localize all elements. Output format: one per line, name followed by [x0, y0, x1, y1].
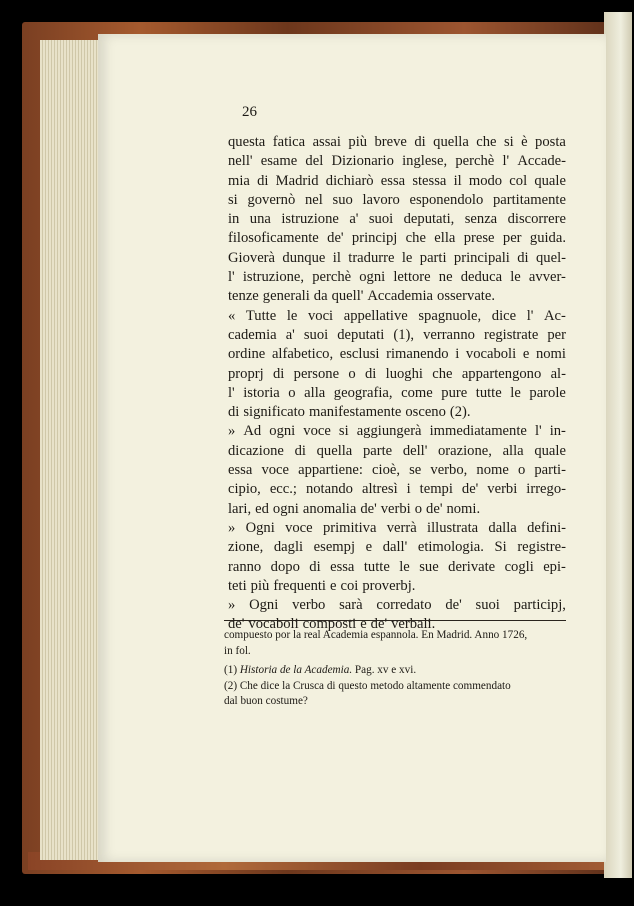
word: e: [365, 539, 373, 556]
word: verbali.: [391, 616, 436, 633]
word: a': [285, 326, 295, 343]
word: parti-: [534, 462, 566, 479]
body-text: [228, 133, 566, 635]
word: persone: [293, 365, 340, 382]
word: governò: [247, 191, 296, 208]
word: alla: [502, 442, 524, 459]
word: dunque: [282, 249, 326, 266]
word: nomi.: [446, 500, 481, 517]
text-line: [228, 268, 566, 287]
word: modo: [468, 172, 503, 189]
word: Si: [494, 539, 507, 556]
word: più: [348, 134, 368, 150]
word: dalla: [488, 519, 517, 536]
word: significato: [243, 404, 305, 421]
word: di: [414, 134, 426, 150]
word: quale: [534, 442, 566, 459]
word: de': [327, 230, 344, 247]
word: discorrere: [507, 211, 566, 228]
word: cademia: [228, 326, 277, 343]
word: quel-: [536, 249, 566, 266]
word: de': [445, 597, 462, 614]
text-line: [228, 596, 566, 615]
word: l': [228, 269, 235, 286]
word: di: [517, 249, 529, 266]
text-line: [228, 384, 566, 403]
footnote-text: (2) Che dice la Crusca di questo metodo altamente commendato: [224, 679, 511, 692]
word: partitamente: [492, 191, 566, 208]
word: quella: [433, 134, 469, 150]
word: le: [399, 558, 410, 575]
word: de': [228, 616, 245, 633]
facing-page-edge: [604, 12, 632, 878]
word: l': [526, 307, 534, 324]
word: quale: [534, 172, 566, 189]
word: deputati: [337, 326, 385, 343]
word: suoi: [368, 211, 394, 228]
text-line: [228, 442, 566, 461]
word: le: [510, 269, 521, 286]
word: dagli: [273, 539, 304, 556]
word: sue: [419, 558, 439, 575]
word: assai: [312, 134, 341, 150]
word: participj,: [513, 597, 566, 614]
word: le: [286, 307, 298, 324]
word: prese: [463, 230, 495, 247]
text-line: [228, 558, 566, 577]
footnote-continuation: [224, 628, 569, 659]
word: parti: [419, 249, 447, 266]
word: principali: [453, 249, 510, 266]
word: esclusi: [339, 346, 380, 363]
word: verbi: [380, 500, 411, 517]
word: quell': [331, 288, 364, 305]
word: suoi: [303, 326, 329, 343]
word: come: [401, 384, 433, 401]
word: «: [228, 307, 236, 324]
word: dichiarò: [325, 172, 374, 189]
word: corredato: [376, 597, 432, 614]
word: suoi: [475, 597, 500, 614]
word: questa: [228, 134, 266, 150]
text-line: [228, 210, 566, 229]
word: proprj: [228, 365, 264, 382]
word: appartiene:: [298, 462, 363, 479]
word: »: [228, 519, 236, 536]
word: vocaboli: [248, 616, 299, 633]
word: generali: [262, 288, 310, 305]
word: al-: [550, 365, 566, 382]
word: lari,: [228, 500, 252, 517]
word: tutte: [475, 384, 502, 401]
word: primitiva: [322, 519, 377, 536]
word: da: [313, 288, 328, 305]
text-line: [228, 519, 566, 538]
word: etimologia.: [417, 539, 484, 556]
word: inglese,: [402, 153, 448, 170]
word: i: [455, 346, 460, 363]
footnote-marker: (1): [224, 664, 238, 677]
word: in: [228, 211, 240, 228]
text-line: [228, 191, 566, 210]
word: nel: [304, 191, 323, 208]
text-line: [228, 133, 566, 152]
word: principj: [351, 230, 398, 247]
word: senza: [464, 211, 498, 228]
word: perchè: [312, 269, 352, 286]
word: ed: [255, 500, 269, 517]
word: avver-: [528, 269, 566, 286]
word: dell': [402, 442, 428, 459]
word: osceno: [405, 404, 446, 421]
word: una: [249, 211, 271, 228]
word: ranno: [228, 558, 262, 575]
word: anomalia: [302, 500, 357, 517]
word: istoria: [243, 384, 280, 401]
word: lettore: [393, 269, 431, 286]
word: e: [330, 577, 337, 594]
word: ella: [434, 230, 456, 247]
word: verrà: [386, 519, 417, 536]
word: guida.: [529, 230, 566, 247]
word: perchè: [455, 153, 495, 170]
word: breve: [374, 134, 407, 150]
word: di: [272, 365, 285, 382]
text-line: [228, 422, 566, 441]
word: de': [461, 481, 479, 498]
word: in-: [549, 423, 566, 440]
word: parte: [362, 442, 393, 459]
word: si: [228, 191, 238, 208]
footnote-continuation-line: in fol.: [224, 644, 251, 657]
word: si: [503, 134, 514, 150]
word: più: [250, 577, 270, 594]
footnote-2: [224, 679, 569, 710]
word: verbi: [487, 481, 518, 498]
word: verranno: [423, 326, 475, 343]
word: di: [364, 365, 377, 382]
word: tradurre: [348, 249, 395, 266]
word: tempi: [419, 481, 453, 498]
word: frequenti: [273, 577, 326, 594]
word: de': [360, 500, 377, 517]
word: de': [426, 500, 443, 517]
word: (2).: [449, 404, 471, 421]
word: rimanendo: [386, 346, 449, 363]
word: o: [348, 365, 356, 382]
word: essa: [380, 172, 406, 189]
word: proverbj.: [362, 577, 416, 594]
word: o: [288, 384, 296, 401]
word: che: [432, 365, 453, 382]
word: cipio,: [228, 481, 261, 498]
word: luoghi: [385, 365, 423, 382]
text-line: [228, 403, 566, 422]
text-line: [228, 307, 566, 326]
word: e: [522, 346, 530, 363]
word: essa: [228, 462, 253, 479]
word: voci: [307, 307, 334, 324]
word: per: [547, 326, 566, 343]
text-line: [228, 538, 566, 557]
word: dall': [382, 539, 408, 556]
text-line: [228, 480, 566, 499]
word: parole: [529, 384, 566, 401]
word: Ogni: [245, 519, 275, 536]
footnote-text: Pag. xv e xvi.: [354, 664, 417, 677]
word: coi: [340, 577, 359, 594]
word: tutte: [363, 558, 390, 575]
word: verbo,: [430, 462, 468, 479]
word: registre-: [517, 539, 566, 556]
word: registrate: [484, 326, 539, 343]
word: le: [401, 249, 413, 266]
word: epi-: [543, 558, 566, 575]
word: Ad: [243, 423, 262, 440]
footnote-rule: [224, 620, 566, 621]
word: osservate.: [437, 288, 495, 305]
footnote-text: dal buon costume?: [224, 695, 308, 708]
word: filosoficamente: [228, 230, 319, 247]
word: per: [502, 230, 522, 247]
word: istruzione,: [242, 269, 305, 286]
text-line: [228, 229, 566, 248]
word: vocaboli: [465, 346, 517, 363]
word: ogni: [272, 500, 299, 517]
word: aggiungerà: [356, 423, 422, 440]
word: ogni: [359, 269, 386, 286]
word: spagnuole,: [418, 307, 482, 324]
word: ogni: [269, 423, 296, 440]
word: di: [294, 442, 306, 459]
word: alfabetico,: [271, 346, 334, 363]
word: voce: [303, 423, 331, 440]
word: o: [517, 462, 526, 479]
word: stessa: [412, 172, 447, 189]
word: geografia,: [333, 384, 393, 401]
footnote-title: Historia de la Academia.: [239, 664, 353, 677]
word: di: [257, 172, 269, 189]
word: ecc.;: [269, 481, 297, 498]
word: posta: [535, 134, 566, 150]
word: manifestamente: [308, 404, 402, 421]
word: dice: [491, 307, 517, 324]
word: è: [521, 134, 528, 150]
text-line: [228, 500, 566, 519]
word: a': [349, 211, 359, 228]
word: ordine: [228, 346, 266, 363]
word: »: [228, 423, 236, 440]
word: le: [510, 384, 521, 401]
word: esempj: [313, 539, 356, 556]
word: voce: [261, 462, 289, 479]
word: Madrid: [275, 172, 319, 189]
word: quella: [316, 442, 353, 459]
word: e: [360, 616, 367, 633]
word: appellative: [343, 307, 408, 324]
word: Ac-: [544, 307, 566, 324]
word: che: [476, 134, 497, 150]
word: di: [309, 558, 321, 575]
word: fatica: [272, 134, 306, 150]
page-number: 26: [242, 104, 257, 120]
word: verbo: [292, 597, 326, 614]
word: nell': [228, 153, 253, 170]
word: voce: [285, 519, 313, 536]
text-line: [228, 345, 566, 364]
word: deputati,: [403, 211, 455, 228]
word: lavoro: [362, 191, 400, 208]
word: defini-: [527, 519, 566, 536]
word: che: [405, 230, 426, 247]
word: teti: [228, 577, 247, 594]
word: sarà: [339, 597, 363, 614]
footnote-1: [224, 663, 569, 679]
word: Dizionario: [331, 153, 394, 170]
word: Accade-: [517, 153, 566, 170]
word: si: [338, 423, 349, 440]
word: dopo: [270, 558, 300, 575]
word: cogli: [504, 558, 534, 575]
word: istruzione: [281, 211, 339, 228]
word: Tutte: [245, 307, 277, 324]
word: immediatamente: [429, 423, 527, 440]
word: de': [370, 616, 388, 633]
word: esame: [260, 153, 298, 170]
text-line: [228, 577, 566, 596]
word: l': [502, 153, 510, 170]
footnotes: [224, 628, 569, 710]
word: orazione,: [438, 442, 492, 459]
word: pure: [441, 384, 468, 401]
word: tenze: [228, 288, 259, 305]
text-line: [228, 287, 566, 306]
word: se: [409, 462, 422, 479]
word: appartengono: [461, 365, 542, 382]
word: Gioverà: [228, 249, 276, 266]
word: irrego-: [526, 481, 566, 498]
footnote-continuation-line: compuesto por la real Academia espannola. En Madrid. Anno 1726,: [224, 629, 528, 641]
word: composti: [302, 616, 357, 633]
word: essa: [330, 558, 355, 575]
text-line: [228, 326, 566, 345]
word: notando: [305, 481, 353, 498]
word: i: [406, 481, 411, 498]
word: o: [414, 500, 423, 517]
word: cioè,: [372, 462, 401, 479]
word: di: [228, 404, 240, 421]
word: col: [509, 172, 528, 189]
word: Accademia: [367, 288, 434, 305]
word: alla: [304, 384, 326, 401]
word: deduca: [460, 269, 503, 286]
word: zione,: [228, 539, 264, 556]
word: (1),: [393, 326, 414, 343]
word: il: [453, 172, 462, 189]
text-line: [228, 365, 566, 384]
word: dicazione: [228, 442, 284, 459]
word: ne: [438, 269, 453, 286]
word: illustrata: [427, 519, 479, 536]
page-edges: [40, 40, 100, 860]
text-line: [228, 172, 566, 191]
text-line: [228, 152, 566, 171]
word: suo: [332, 191, 353, 208]
word: esponendolo: [409, 191, 484, 208]
word: il: [332, 249, 341, 266]
word: derivate: [448, 558, 496, 575]
text-line: [228, 249, 566, 268]
word: mia: [228, 172, 250, 189]
word: l': [534, 423, 542, 440]
word: »: [228, 597, 236, 614]
word: del: [305, 153, 324, 170]
word: l': [228, 384, 235, 401]
word: Ogni: [249, 597, 279, 614]
text-line: [228, 461, 566, 480]
word: nome: [476, 462, 509, 479]
word: altresì: [361, 481, 398, 498]
word: nomi: [535, 346, 566, 363]
